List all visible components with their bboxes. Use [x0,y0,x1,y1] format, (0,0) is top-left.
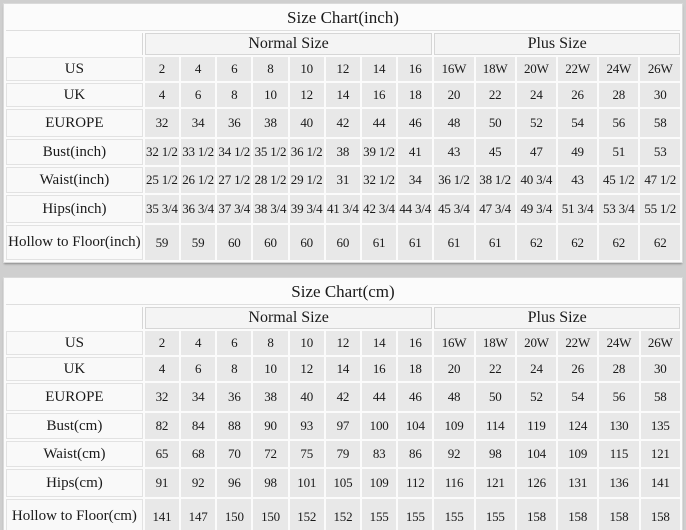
value-cell: 72 [253,441,287,467]
value-cell: 98 [476,441,515,467]
value-cell: 59 [181,225,215,260]
value-cell: 20W [517,331,556,355]
value-cell: 4 [145,357,179,381]
value-cell: 30 [641,357,680,381]
value-cell: 8 [217,357,251,381]
value-cell: 49 3/4 [517,195,556,223]
row-label: Hollow to Floor(cm) [6,499,143,530]
row-label: Waist(cm) [6,441,143,467]
value-cell: 32 [145,383,179,411]
value-cell: 2 [145,57,179,81]
value-cell: 61 [362,225,396,260]
value-cell: 27 1/2 [217,167,251,193]
value-cell: 48 [434,109,473,137]
value-cell: 32 1/2 [145,139,179,165]
value-cell: 121 [641,441,680,467]
value-cell: 36 1/2 [290,139,324,165]
value-cell: 14 [362,57,396,81]
corner-blank-cell [6,33,143,55]
value-cell: 26 [558,83,597,107]
value-cell: 12 [290,83,324,107]
value-cell: 82 [145,413,179,439]
value-cell: 8 [253,57,287,81]
table-row [6,109,680,137]
value-cell: 18 [398,357,432,381]
value-cell: 12 [326,57,360,81]
value-cell: 10 [290,331,324,355]
value-cell: 4 [181,57,215,81]
value-cell: 158 [599,499,638,530]
value-cell: 75 [290,441,324,467]
value-cell: 101 [290,469,324,497]
value-cell: 58 [640,109,680,137]
value-cell: 136 [599,469,638,497]
value-cell: 84 [181,413,215,439]
table-row [6,225,680,260]
value-cell: 126 [517,469,556,497]
value-cell: 38 [253,109,287,137]
value-cell: 83 [362,441,396,467]
value-cell: 28 1/2 [253,167,287,193]
table-row [6,139,680,165]
value-cell: 70 [217,441,251,467]
value-cell: 104 [517,441,556,467]
value-cell: 93 [290,413,324,439]
value-cell: 18W [476,57,515,81]
value-cell: 20W [517,57,556,81]
row-label: Hips(cm) [6,469,143,497]
value-cell: 60 [253,225,287,260]
row-label: UK [6,357,143,381]
value-cell: 43 [558,167,597,193]
value-cell: 25 1/2 [145,167,179,193]
value-cell: 26W [640,57,680,81]
value-cell: 121 [476,469,515,497]
value-cell: 61 [434,225,473,260]
value-cell: 32 [145,109,179,137]
value-cell: 130 [599,413,638,439]
value-cell: 47 1/2 [640,167,680,193]
value-cell: 28 [599,83,638,107]
value-cell: 100 [362,413,396,439]
value-cell: 62 [599,225,638,260]
value-cell: 12 [290,357,324,381]
value-cell: 88 [217,413,251,439]
value-cell: 47 [517,139,556,165]
value-cell: 42 3/4 [362,195,396,223]
row-label: US [6,57,143,81]
value-cell: 18 [398,83,432,107]
value-cell: 39 1/2 [362,139,396,165]
table-row [6,413,680,439]
value-cell: 44 [362,383,396,411]
value-cell: 35 1/2 [253,139,287,165]
value-cell: 141 [145,499,179,530]
value-cell: 36 [217,383,251,411]
value-cell: 42 [326,383,360,411]
value-cell: 97 [326,413,360,439]
value-cell: 131 [558,469,597,497]
value-cell: 50 [476,383,515,411]
value-cell: 104 [398,413,432,439]
value-cell: 46 [398,383,432,411]
value-cell: 28 [599,357,638,381]
value-cell: 38 [326,139,360,165]
table-row [6,331,680,355]
value-cell: 24W [599,57,638,81]
value-cell: 109 [558,441,597,467]
value-cell: 16 [362,83,396,107]
value-cell: 60 [326,225,360,260]
value-cell: 30 [640,83,680,107]
value-cell: 34 1/2 [217,139,251,165]
value-cell: 34 [181,109,215,137]
value-cell: 48 [434,383,473,411]
value-cell: 60 [290,225,324,260]
value-cell: 44 3/4 [398,195,432,223]
size-chart-inch-table [3,3,683,263]
value-cell: 31 [326,167,360,193]
value-cell: 45 3/4 [434,195,473,223]
value-cell: 40 [290,383,324,411]
value-cell: 150 [217,499,251,530]
value-cell: 109 [434,413,473,439]
value-cell: 65 [145,441,179,467]
value-cell: 37 3/4 [217,195,251,223]
value-cell: 6 [181,83,215,107]
value-cell: 22 [476,357,515,381]
value-cell: 26 [558,357,597,381]
value-cell: 58 [641,383,680,411]
table-row [6,57,680,81]
value-cell: 90 [253,413,287,439]
value-cell: 6 [181,357,215,381]
row-label: EUROPE [6,383,143,411]
value-cell: 152 [290,499,324,530]
value-cell: 34 [398,167,432,193]
table-title: Size Chart(inch) [6,6,680,31]
row-label: Hollow to Floor(inch) [6,225,143,260]
value-cell: 42 [326,109,360,137]
value-cell: 16 [398,57,432,81]
value-cell: 38 [253,383,287,411]
value-cell: 112 [398,469,432,497]
value-cell: 16 [398,331,432,355]
value-cell: 56 [599,383,638,411]
value-cell: 91 [145,469,179,497]
value-cell: 33 1/2 [181,139,215,165]
value-cell: 152 [326,499,360,530]
value-cell: 22W [558,331,597,355]
table-row [6,441,680,467]
value-cell: 10 [253,357,287,381]
value-cell: 79 [326,441,360,467]
value-cell: 50 [476,109,515,137]
value-cell: 55 1/2 [640,195,680,223]
value-cell: 22 [476,83,515,107]
value-cell: 6 [217,331,251,355]
value-cell: 16 [362,357,396,381]
value-cell: 115 [599,441,638,467]
value-cell: 53 3/4 [599,195,638,223]
value-cell: 16W [434,57,473,81]
value-cell: 22W [558,57,597,81]
value-cell: 40 3/4 [517,167,556,193]
value-cell: 4 [181,331,215,355]
value-cell: 51 3/4 [558,195,597,223]
value-cell: 124 [558,413,597,439]
row-label: Waist(inch) [6,167,143,193]
value-cell: 61 [398,225,432,260]
value-cell: 155 [398,499,432,530]
value-cell: 59 [145,225,179,260]
column-group-header: Normal Size [145,33,433,55]
row-label: Bust(cm) [6,413,143,439]
value-cell: 62 [640,225,680,260]
value-cell: 45 1/2 [599,167,638,193]
value-cell: 8 [217,83,251,107]
value-cell: 68 [181,441,215,467]
value-cell: 155 [476,499,515,530]
value-cell: 16W [434,331,473,355]
value-cell: 45 [476,139,515,165]
row-label: Hips(inch) [6,195,143,223]
value-cell: 52 [517,383,556,411]
value-cell: 96 [217,469,251,497]
value-cell: 43 [434,139,473,165]
value-cell: 38 1/2 [476,167,515,193]
value-cell: 62 [517,225,556,260]
value-cell: 35 3/4 [145,195,179,223]
value-cell: 8 [253,331,287,355]
value-cell: 12 [326,331,360,355]
value-cell: 158 [558,499,597,530]
value-cell: 38 3/4 [253,195,287,223]
value-cell: 51 [599,139,638,165]
column-group-header: Plus Size [434,307,680,329]
value-cell: 41 3/4 [326,195,360,223]
value-cell: 32 1/2 [362,167,396,193]
value-cell: 92 [181,469,215,497]
table-title: Size Chart(cm) [6,280,680,305]
value-cell: 41 [398,139,432,165]
value-cell: 56 [599,109,638,137]
value-cell: 155 [434,499,473,530]
value-cell: 61 [476,225,515,260]
value-cell: 44 [362,109,396,137]
value-cell: 86 [398,441,432,467]
value-cell: 14 [362,331,396,355]
row-label: UK [6,83,143,107]
column-group-header: Normal Size [145,307,433,329]
value-cell: 2 [145,331,179,355]
row-label: EUROPE [6,109,143,137]
row-label: Bust(inch) [6,139,143,165]
value-cell: 141 [641,469,680,497]
table-row [6,499,680,530]
value-cell: 116 [434,469,473,497]
value-cell: 150 [253,499,287,530]
value-cell: 53 [640,139,680,165]
value-cell: 10 [253,83,287,107]
value-cell: 14 [326,357,360,381]
value-cell: 135 [641,413,680,439]
value-cell: 24 [517,357,556,381]
value-cell: 158 [641,499,680,530]
value-cell: 158 [517,499,556,530]
value-cell: 98 [253,469,287,497]
value-cell: 39 3/4 [290,195,324,223]
value-cell: 60 [217,225,251,260]
table-row [6,195,680,223]
value-cell: 92 [434,441,473,467]
value-cell: 14 [326,83,360,107]
value-cell: 54 [558,109,597,137]
value-cell: 52 [517,109,556,137]
value-cell: 105 [326,469,360,497]
value-cell: 26 1/2 [181,167,215,193]
value-cell: 62 [558,225,597,260]
table-row [6,357,680,381]
size-chart-cm-table [3,277,683,530]
value-cell: 18W [476,331,515,355]
value-cell: 155 [362,499,396,530]
value-cell: 36 1/2 [434,167,473,193]
value-cell: 24W [599,331,638,355]
corner-blank-cell [6,307,143,329]
value-cell: 26W [641,331,680,355]
value-cell: 36 3/4 [181,195,215,223]
value-cell: 46 [398,109,432,137]
table-row [6,83,680,107]
table-row [6,469,680,497]
value-cell: 147 [181,499,215,530]
column-group-header: Plus Size [434,33,680,55]
value-cell: 20 [434,357,473,381]
value-cell: 20 [434,83,473,107]
table-row [6,383,680,411]
table-row [6,167,680,193]
value-cell: 36 [217,109,251,137]
value-cell: 47 3/4 [476,195,515,223]
value-cell: 4 [145,83,179,107]
value-cell: 109 [362,469,396,497]
row-label: US [6,331,143,355]
value-cell: 119 [517,413,556,439]
value-cell: 114 [476,413,515,439]
value-cell: 6 [217,57,251,81]
value-cell: 10 [290,57,324,81]
value-cell: 54 [558,383,597,411]
value-cell: 29 1/2 [290,167,324,193]
value-cell: 40 [290,109,324,137]
value-cell: 49 [558,139,597,165]
value-cell: 24 [517,83,556,107]
value-cell: 34 [181,383,215,411]
